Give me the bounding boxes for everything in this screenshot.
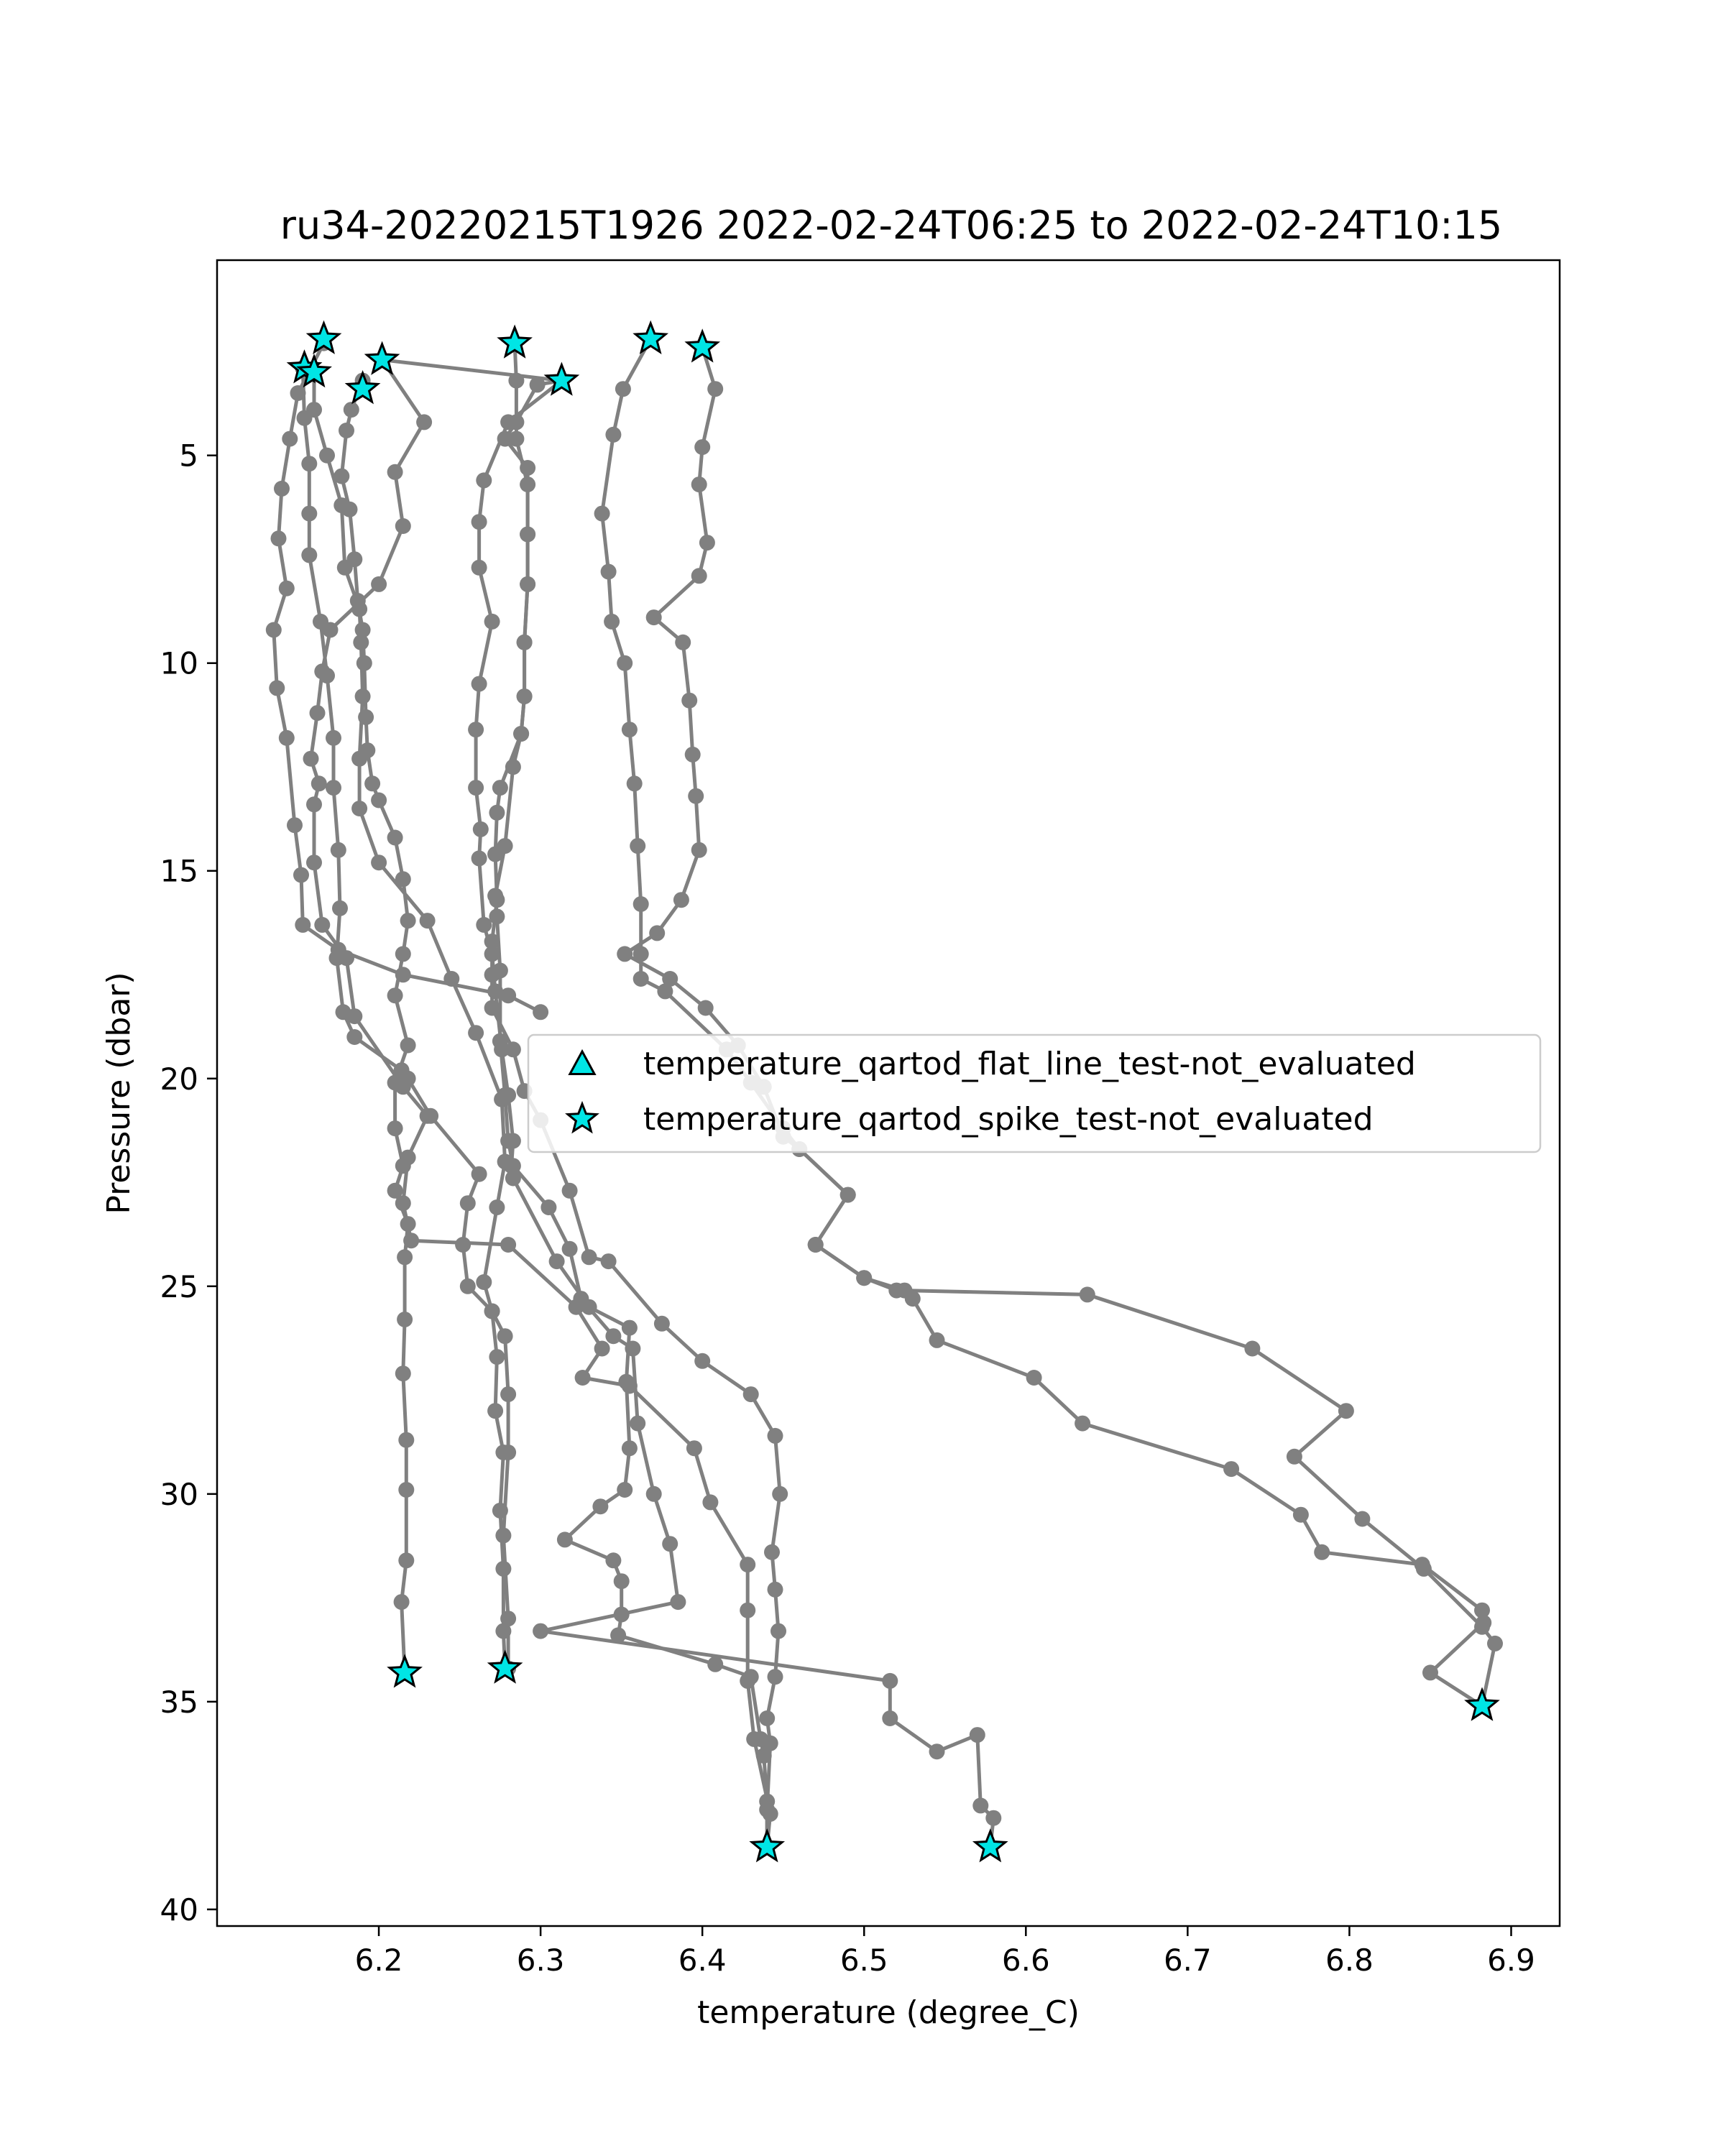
y-tick-label: 15 (160, 853, 198, 889)
profile-point (500, 1445, 516, 1460)
profile-point (740, 1603, 755, 1618)
profile-point (694, 439, 710, 455)
profile-point (513, 726, 529, 742)
profile-point (759, 1802, 775, 1818)
profile-point (472, 676, 487, 692)
profile-point (500, 1611, 516, 1626)
legend-label-flat-line: temperature_qartod_flat_line_test-not_evaluated (643, 1046, 1416, 1082)
profile-point (662, 971, 678, 987)
profile-point (1075, 1416, 1090, 1432)
profile-point (707, 381, 723, 397)
profile-point (699, 535, 715, 550)
profile-point (472, 514, 487, 530)
profile-point (575, 1370, 591, 1386)
profile-point (691, 476, 707, 492)
legend (528, 1035, 1540, 1152)
profile-point (500, 1133, 516, 1149)
profile-point (540, 1199, 556, 1215)
profile-point (387, 464, 403, 480)
profile-point (269, 680, 285, 696)
profile-point (985, 1810, 1001, 1826)
profile-point (282, 431, 298, 447)
profile-point (293, 867, 309, 883)
profile-point (287, 817, 303, 833)
profile-point (497, 838, 513, 854)
profile-point (605, 1552, 621, 1568)
profile-point (460, 1279, 476, 1294)
profile-point (646, 609, 662, 625)
profile-point (520, 527, 535, 543)
profile-point (685, 747, 701, 763)
profile-point (334, 469, 349, 484)
profile-point (319, 448, 335, 464)
profile-point (808, 1237, 824, 1253)
y-tick-label: 35 (160, 1684, 198, 1720)
profile-point (615, 381, 631, 397)
profile-point (420, 1108, 436, 1124)
profile-point (326, 780, 341, 796)
profile-point (929, 1743, 945, 1759)
profile-point (601, 564, 617, 580)
profile-point (581, 1249, 597, 1265)
profile-point (472, 850, 487, 866)
profile-point (759, 1710, 775, 1726)
profile-point (397, 1312, 413, 1327)
profile-point (497, 1087, 513, 1103)
chart-title: ru34-20220215T1926 2022-02-24T06:25 to 2022-02-24T10:15 (280, 203, 1503, 248)
y-tick-label: 10 (160, 645, 198, 681)
profile-point (331, 842, 346, 858)
profile-point (489, 908, 505, 924)
profile-point (395, 1365, 411, 1381)
profile-point (279, 730, 295, 746)
profile-point (614, 1573, 630, 1589)
profile-point (649, 925, 665, 941)
profile-point (468, 1025, 484, 1041)
profile-point (929, 1332, 945, 1348)
profile-point (740, 1557, 755, 1572)
profile-point (394, 1594, 410, 1610)
y-axis-label: Pressure (dbar) (101, 972, 137, 1215)
profile-point (691, 568, 707, 584)
profile-point (311, 775, 327, 791)
y-tick-label: 20 (160, 1061, 198, 1097)
profile-point (1338, 1403, 1354, 1419)
profile-point (468, 780, 484, 796)
profile-point (332, 900, 348, 916)
profile-point (508, 414, 524, 430)
profile-point (549, 1253, 565, 1269)
profile-point (622, 1320, 638, 1336)
profile-point (592, 1498, 608, 1514)
profile-point (530, 377, 546, 392)
profile-point (707, 1657, 723, 1672)
profile-point (627, 775, 643, 791)
profile-point (625, 1341, 640, 1357)
profile-point (346, 1008, 362, 1024)
profile-point (497, 1328, 513, 1344)
profile-point (342, 502, 358, 517)
profile-point (495, 1528, 511, 1544)
profile-point (698, 1000, 714, 1016)
profile-point (533, 1623, 548, 1639)
profile-point (1354, 1511, 1370, 1527)
profile-point (694, 1353, 710, 1369)
profile-point (497, 431, 513, 447)
y-tick-label: 25 (160, 1268, 198, 1304)
profile-point (371, 793, 387, 808)
profile-point (517, 635, 533, 650)
profile-point (1244, 1341, 1260, 1357)
profile-point (764, 1544, 780, 1560)
profile-point (662, 1536, 678, 1552)
profile-point (1293, 1507, 1309, 1523)
profile-point (768, 1582, 783, 1598)
profile-point (395, 1079, 411, 1095)
x-tick-label: 6.5 (840, 1943, 888, 1978)
profile-point (420, 913, 436, 929)
profile-point (416, 414, 432, 430)
profile-point (387, 1120, 403, 1136)
profile-point (508, 373, 524, 389)
profile-point (295, 917, 310, 933)
profile-point (897, 1283, 913, 1299)
profile-point (646, 1486, 662, 1502)
profile-point (395, 518, 411, 534)
profile-point (673, 892, 689, 908)
profile-point (505, 759, 521, 775)
profile-point (400, 913, 416, 929)
profile-point (882, 1710, 898, 1726)
profile-point (691, 842, 707, 858)
profile-point (630, 838, 645, 854)
profile-point (743, 1669, 759, 1685)
profile-point (617, 1482, 632, 1498)
profile-point (654, 1316, 670, 1332)
profile-point (266, 622, 282, 638)
profile-point (271, 530, 287, 546)
profile-point (1416, 1561, 1432, 1577)
profile-point (400, 1038, 416, 1054)
profile-point (351, 801, 367, 816)
profile-point (274, 481, 290, 497)
profile-point (489, 805, 505, 821)
profile-point (476, 917, 492, 933)
profile-point (484, 1000, 500, 1016)
profile-point (630, 1416, 645, 1432)
profile-point (344, 402, 359, 418)
profile-point (279, 581, 295, 596)
profile-point (468, 722, 484, 737)
profile-point (681, 693, 697, 709)
profile-point (398, 1482, 414, 1498)
profile-point (1223, 1461, 1239, 1477)
y-tick-label: 40 (160, 1892, 198, 1927)
profile-point (387, 987, 403, 1003)
profile-point (743, 1386, 759, 1402)
y-tick-label: 5 (179, 438, 198, 474)
profile-point (476, 1274, 492, 1290)
profile-point (473, 821, 489, 837)
profile-point (688, 788, 704, 804)
profile-point (400, 1150, 416, 1166)
profile-point (339, 423, 354, 438)
x-axis-label: temperature (degree_C) (697, 1994, 1080, 2031)
profile-point (395, 946, 411, 962)
profile-point (484, 1304, 500, 1319)
x-tick-label: 6.3 (516, 1943, 565, 1978)
profile-point (398, 1552, 414, 1568)
profile-point (562, 1183, 578, 1199)
x-tick-label: 6.9 (1487, 1943, 1535, 1978)
profile-point (520, 460, 535, 476)
profile-point (387, 830, 403, 846)
profile-point (314, 663, 330, 679)
profile-point (489, 1349, 505, 1365)
profile-point (397, 1249, 413, 1265)
profile-point (314, 917, 330, 933)
profile-point (633, 971, 649, 987)
profile-point (1422, 1664, 1438, 1680)
profile-point (492, 963, 508, 979)
profile-point (355, 622, 371, 638)
x-tick-label: 6.4 (678, 1943, 727, 1978)
profile-point (371, 576, 387, 592)
profile-point (487, 888, 503, 903)
profile-point (670, 1594, 686, 1610)
profile-point (460, 1195, 476, 1211)
profile-point (297, 410, 313, 426)
profile-point (772, 1486, 788, 1502)
profile-point (505, 1158, 521, 1174)
profile-point (310, 705, 326, 721)
profile-point (500, 1237, 516, 1253)
profile-point (605, 1328, 621, 1344)
profile-point (618, 1374, 634, 1390)
profile-point (770, 1623, 786, 1639)
profile-point (323, 622, 339, 638)
y-tick-label: 30 (160, 1476, 198, 1512)
profile-point (622, 1440, 638, 1456)
profile-point (443, 971, 459, 987)
profile-point (768, 1428, 783, 1444)
profile-point (702, 1494, 718, 1510)
profile-point (617, 655, 632, 671)
profile-point (856, 1270, 872, 1286)
profile-point (1026, 1370, 1042, 1386)
profile-point (622, 722, 638, 737)
profile-point (500, 1386, 516, 1402)
profile-point (303, 751, 319, 767)
profile-point (306, 854, 322, 870)
profile-point (533, 1004, 548, 1020)
profile-point (686, 1440, 702, 1456)
profile-point (1080, 1286, 1095, 1302)
x-tick-label: 6.2 (354, 1943, 403, 1978)
profile-point (364, 775, 380, 791)
profile-point (768, 1669, 783, 1685)
profile-point (472, 1166, 487, 1182)
profile-point (306, 796, 322, 812)
profile-point (358, 709, 374, 725)
profile-point (840, 1187, 856, 1203)
profile-point (573, 1291, 589, 1307)
profile-point (1314, 1544, 1330, 1560)
profile-point (346, 551, 362, 567)
profile-point (395, 871, 411, 887)
profile-point (562, 1241, 578, 1257)
profile-point (339, 950, 354, 966)
profile-point (489, 1199, 505, 1215)
profile-point (301, 506, 317, 522)
profile-point (605, 427, 621, 443)
profile-point (972, 1797, 988, 1813)
profile-point (617, 946, 632, 962)
profile-point (517, 688, 533, 704)
profile-point (594, 1341, 610, 1357)
profile-point (395, 1195, 411, 1211)
profile-point (601, 1253, 617, 1269)
profile-point (359, 742, 375, 758)
profile-point (594, 506, 610, 522)
profile-point (398, 1432, 414, 1448)
profile-point (1287, 1449, 1302, 1465)
profile-point (1474, 1619, 1490, 1635)
profile-point (484, 614, 500, 630)
legend-label-spike: temperature_qartod_spike_test-not_evaluated (643, 1101, 1374, 1138)
profile-point (604, 614, 620, 630)
profile-point (356, 655, 372, 671)
profile-point (1487, 1636, 1503, 1651)
profile-point (371, 854, 387, 870)
profile-point (403, 1233, 419, 1248)
profile-point (557, 1531, 573, 1547)
profile-point (476, 472, 492, 488)
profile-point (763, 1736, 778, 1751)
x-tick-label: 6.8 (1325, 1943, 1374, 1978)
profile-point (301, 456, 317, 471)
profile-point (520, 576, 535, 592)
profile-point (301, 547, 317, 563)
x-tick-label: 6.6 (1001, 1943, 1050, 1978)
profile-point (505, 1041, 521, 1057)
profile-point (487, 1403, 503, 1419)
profile-point (970, 1727, 985, 1743)
profile-point (346, 1029, 362, 1045)
profile-point (492, 1033, 508, 1049)
profile-point (326, 730, 341, 746)
profile-point (472, 560, 487, 576)
profile-point (355, 688, 371, 704)
profile-point (633, 896, 649, 912)
x-tick-label: 6.7 (1163, 1943, 1212, 1978)
profile-point (675, 635, 691, 650)
profile-point (492, 780, 508, 796)
profile-point (882, 1673, 898, 1689)
